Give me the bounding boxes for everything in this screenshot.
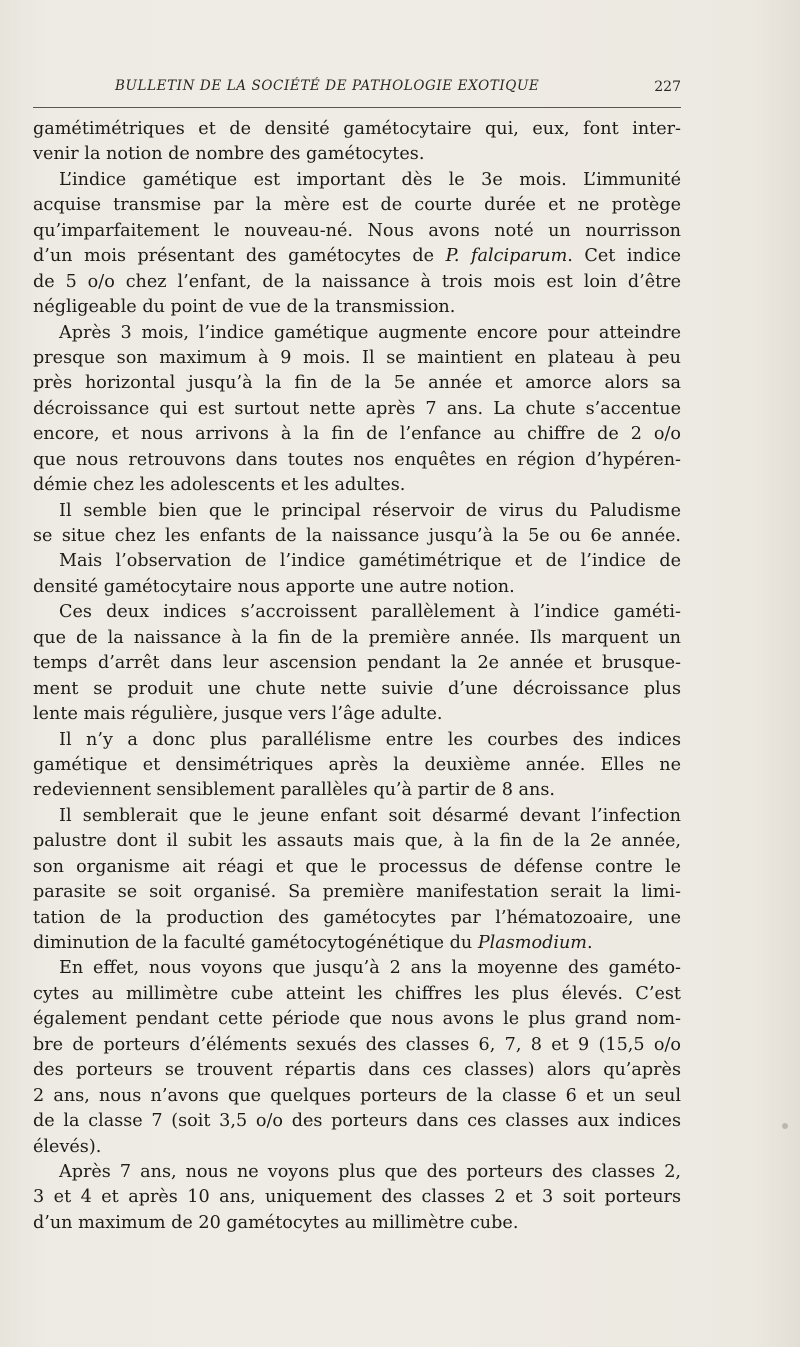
- text-line: temps d’arrêt dans leur ascension pendant la 2e année et brusque-: [33, 653, 681, 674]
- running-title: BULLETIN DE LA SOCIÉTÉ DE PATHOLOGIE EXOTIQUE: [115, 78, 540, 94]
- paper-speck: [782, 1123, 788, 1129]
- page-header: [33, 78, 681, 100]
- text-line: 2 ans, nous n’avons que quelques porteurs de la classe 6 et un seul: [33, 1085, 681, 1106]
- text-line: venir la notion de nombre des gamétocytes.: [33, 144, 425, 165]
- text-line: diminution de la faculté gamétocytogénétique du Plasmodium.: [33, 933, 593, 953]
- text-line: de 5 o/o chez l’enfant, de la naissance à trois mois est loin d’être: [33, 271, 681, 292]
- text-line: L’indice gamétique est important dès le 3e mois. L’immunité: [59, 169, 681, 190]
- text-line: près horizontal jusqu’à la fin de la 5e année et amorce alors sa: [33, 373, 681, 394]
- text-line: lente mais régulière, jusque vers l’âge adulte.: [33, 704, 443, 725]
- text-line: Ces deux indices s’accroissent parallèlement à l’indice gaméti-: [59, 602, 681, 623]
- text-line: encore, et nous arrivons à la fin de l’enfance au chiffre de 2 o/o: [33, 424, 681, 445]
- text-line: élevés).: [33, 1136, 102, 1157]
- text-line: ment se produit une chute nette suivie d’une décroissance plus: [33, 678, 681, 699]
- text-line: négligeable du point de vue de la transmission.: [33, 297, 456, 318]
- text-line: Mais l’observation de l’indice gamétimétrique et de l’indice de: [59, 551, 681, 572]
- header-rule: [33, 107, 681, 108]
- text-line: gamétique et densimétriques après la deuxième année. Elles ne: [33, 754, 681, 775]
- text-line: parasite se soit organisé. Sa première manifestation serait la limi-: [33, 882, 681, 903]
- text-line: gamétimétriques et de densité gamétocytaire qui, eux, font inter-: [33, 119, 681, 139]
- body-text: [33, 117, 681, 1236]
- text-line: de la classe 7 (soit 3,5 o/o des porteurs dans ces classes aux indices: [33, 1111, 681, 1132]
- text-line: Il n’y a donc plus parallélisme entre les courbes des indices: [59, 729, 681, 750]
- text-line: 3 et 4 et après 10 ans, uniquement des classes 2 et 3 soit porteurs: [33, 1187, 681, 1208]
- page-number: 227: [654, 79, 681, 95]
- text-line: que de la naissance à la fin de la première année. Ils marquent un: [33, 627, 681, 648]
- text-line: démie chez les adolescents et les adultes.: [33, 475, 406, 496]
- text-line: qu’imparfaitement le nouveau-né. Nous avons noté un nourrisson: [33, 220, 681, 241]
- text-line: Il semble bien que le principal réservoir de virus du Paludisme: [59, 500, 681, 521]
- text-line: que nous retrouvons dans toutes nos enquêtes en région d’hypéren-: [33, 449, 681, 470]
- text-line: d’un maximum de 20 gamétocytes au millimètre cube.: [33, 1212, 519, 1233]
- text-line: palustre dont il subit les assauts mais que, à la fin de la 2e année,: [33, 831, 681, 852]
- text-line: également pendant cette période que nous avons le plus grand nom-: [33, 1009, 681, 1030]
- text-line: tation de la production des gamétocytes par l’hématozoaire, une: [33, 907, 681, 928]
- text-line: acquise transmise par la mère est de courte durée et ne protège: [33, 195, 681, 216]
- text-line: des porteurs se trouvent répartis dans ces classes) alors qu’après: [33, 1060, 681, 1081]
- text-line: redeviennent sensiblement parallèles qu’à partir de 8 ans.: [33, 780, 555, 801]
- text-line: se situe chez les enfants de la naissance jusqu’à la 5e ou 6e année.: [33, 526, 681, 546]
- text-line: densité gamétocytaire nous apporte une autre notion.: [33, 576, 515, 597]
- text-line: son organisme ait réagi et que le processus de défense contre le: [33, 856, 681, 877]
- text-line: bre de porteurs d’éléments sexués des classes 6, 7, 8 et 9 (15,5 o/o: [33, 1034, 681, 1055]
- text-line: cytes au millimètre cube atteint les chiffres les plus élevés. C’est: [33, 983, 681, 1004]
- text-line: Après 7 ans, nous ne voyons plus que des porteurs des classes 2,: [59, 1161, 681, 1182]
- text-line: d’un mois présentant des gamétocytes de P. falciparum. Cet indice: [33, 246, 681, 267]
- text-line: décroissance qui est surtout nette après 7 ans. La chute s’accentue: [33, 398, 681, 419]
- text-line: Il semblerait que le jeune enfant soit désarmé devant l’infection: [59, 805, 681, 826]
- text-line: En effet, nous voyons que jusqu’à 2 ans la moyenne des gaméto-: [59, 958, 681, 979]
- text-line: Après 3 mois, l’indice gamétique augmente encore pour atteindre: [59, 322, 681, 343]
- text-line: presque son maximum à 9 mois. Il se maintient en plateau à peu: [33, 347, 681, 368]
